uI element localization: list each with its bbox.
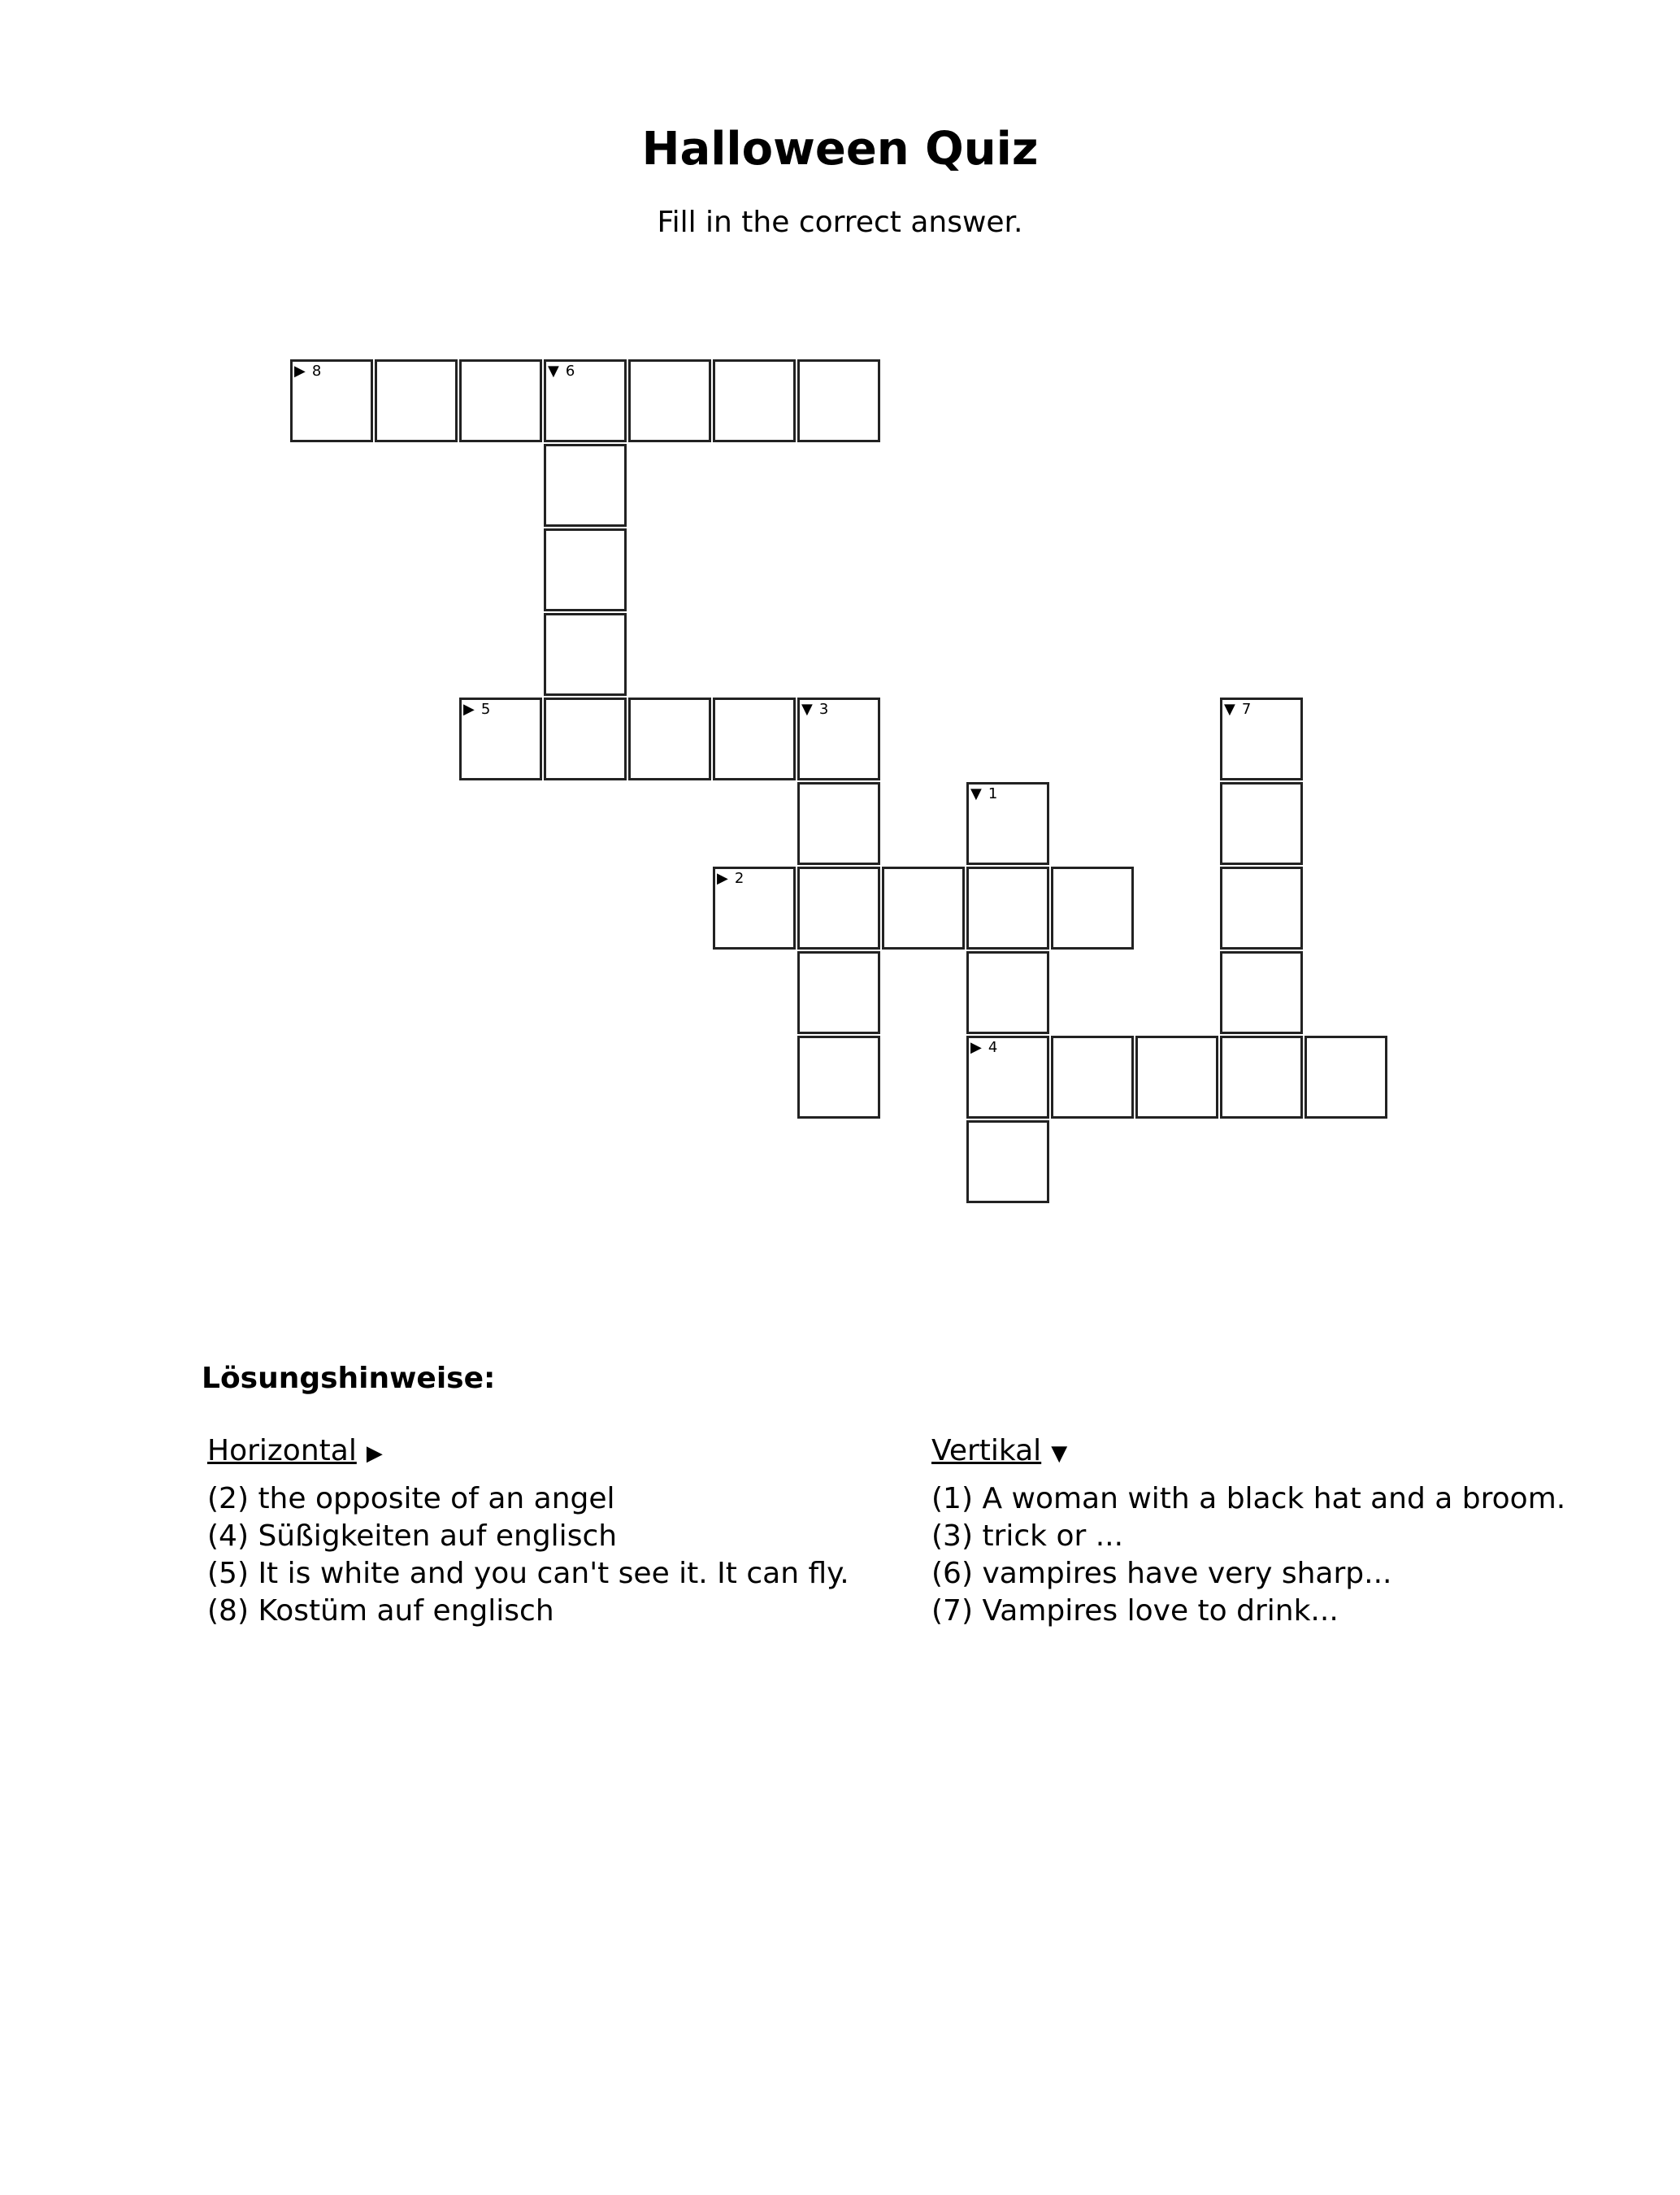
grid-cell[interactable] <box>966 867 1049 950</box>
clue-number <box>1224 702 1251 718</box>
grid-cell[interactable] <box>375 359 458 442</box>
grid-cell-1-down[interactable] <box>966 782 1049 865</box>
grid-cell[interactable] <box>1135 1036 1218 1119</box>
horizontal-heading-label: Horizontal <box>207 1434 357 1467</box>
grid-cell[interactable] <box>966 951 1049 1034</box>
grid-cell[interactable] <box>544 528 627 611</box>
clue-number <box>970 1040 997 1056</box>
page-title: Halloween Quiz <box>641 123 1039 176</box>
grid-cell[interactable] <box>1051 1036 1134 1119</box>
grid-cell-4-across[interactable] <box>966 1036 1049 1119</box>
clue-down-6: (6) vampires have very sharp... <box>931 1557 1392 1590</box>
clue-number-label: 7 <box>1241 701 1252 718</box>
right-arrow-icon: ▶ <box>970 1039 982 1056</box>
grid-cell-8-across[interactable] <box>290 359 373 442</box>
grid-cell[interactable] <box>459 359 542 442</box>
down-arrow-icon: ▼ <box>1051 1441 1068 1466</box>
vertical-heading-label: Vertikal <box>931 1434 1042 1467</box>
hints-heading: Lösungshinweise: <box>202 1362 496 1395</box>
grid-cell-3-down[interactable] <box>797 698 880 780</box>
grid-cell[interactable] <box>544 698 627 780</box>
grid-cell[interactable] <box>797 867 880 950</box>
down-arrow-icon: ▼ <box>970 785 982 802</box>
clue-number <box>548 363 575 380</box>
clue-across-8: (8) Kostüm auf englisch <box>207 1594 554 1628</box>
clue-number-label: 5 <box>480 701 491 718</box>
grid-cell[interactable] <box>628 359 711 442</box>
right-arrow-icon: ▶ <box>717 870 728 887</box>
clue-number <box>294 363 321 380</box>
grid-cell[interactable] <box>882 867 965 950</box>
grid-cell-7-down[interactable] <box>1220 698 1303 780</box>
grid-cell[interactable] <box>966 1120 1049 1203</box>
grid-cell-5-across[interactable] <box>459 698 542 780</box>
grid-cell[interactable] <box>797 782 880 865</box>
grid-cell[interactable] <box>628 698 711 780</box>
clue-number-label: 4 <box>988 1039 998 1056</box>
clue-across-5: (5) It is white and you can't see it. It can fly. <box>207 1557 849 1590</box>
grid-cell-2-across[interactable] <box>713 867 796 950</box>
page-subtitle: Fill in the correct answer. <box>657 206 1023 239</box>
grid-cell[interactable] <box>1220 951 1303 1034</box>
clue-down-3: (3) trick or ... <box>931 1519 1124 1553</box>
clue-across-2: (2) the opposite of an angel <box>207 1482 615 1515</box>
vertical-heading <box>931 1432 1565 1472</box>
grid-cell[interactable] <box>1304 1036 1387 1119</box>
grid-cell[interactable] <box>1220 1036 1303 1119</box>
clue-number-label: 2 <box>734 870 744 887</box>
grid-cell[interactable] <box>1051 867 1134 950</box>
clue-number-label: 8 <box>311 363 322 380</box>
clue-number <box>801 702 828 718</box>
clue-number-label: 3 <box>818 701 829 718</box>
grid-cell[interactable] <box>544 444 627 527</box>
clue-number <box>970 786 997 802</box>
horizontal-heading <box>207 1432 849 1472</box>
grid-cell[interactable] <box>544 613 627 696</box>
clue-down-7: (7) Vampires love to drink... <box>931 1594 1339 1628</box>
clue-number <box>463 702 490 718</box>
down-arrow-icon: ▼ <box>801 701 813 718</box>
down-arrow-icon: ▼ <box>1224 701 1235 718</box>
clue-number-label: 1 <box>988 785 998 802</box>
grid-cell[interactable] <box>713 359 796 442</box>
right-arrow-icon: ▶ <box>366 1441 383 1466</box>
clue-across-4: (4) Süßigkeiten auf englisch <box>207 1519 618 1553</box>
grid-cell[interactable] <box>797 951 880 1034</box>
down-arrow-icon: ▼ <box>548 363 559 380</box>
vertical-clues <box>931 1432 1565 1630</box>
grid-cell[interactable] <box>1220 867 1303 950</box>
clue-down-1: (1) A woman with a black hat and a broom. <box>931 1482 1566 1515</box>
grid-cell[interactable] <box>797 1036 880 1119</box>
grid-cell-6-down[interactable] <box>544 359 627 442</box>
right-arrow-icon: ▶ <box>294 363 306 380</box>
horizontal-clues <box>207 1432 849 1630</box>
clue-number <box>717 871 744 887</box>
grid-cell[interactable] <box>713 698 796 780</box>
right-arrow-icon: ▶ <box>463 701 475 718</box>
clue-number-label: 6 <box>565 363 575 380</box>
grid-cell[interactable] <box>797 359 880 442</box>
grid-cell[interactable] <box>1220 782 1303 865</box>
